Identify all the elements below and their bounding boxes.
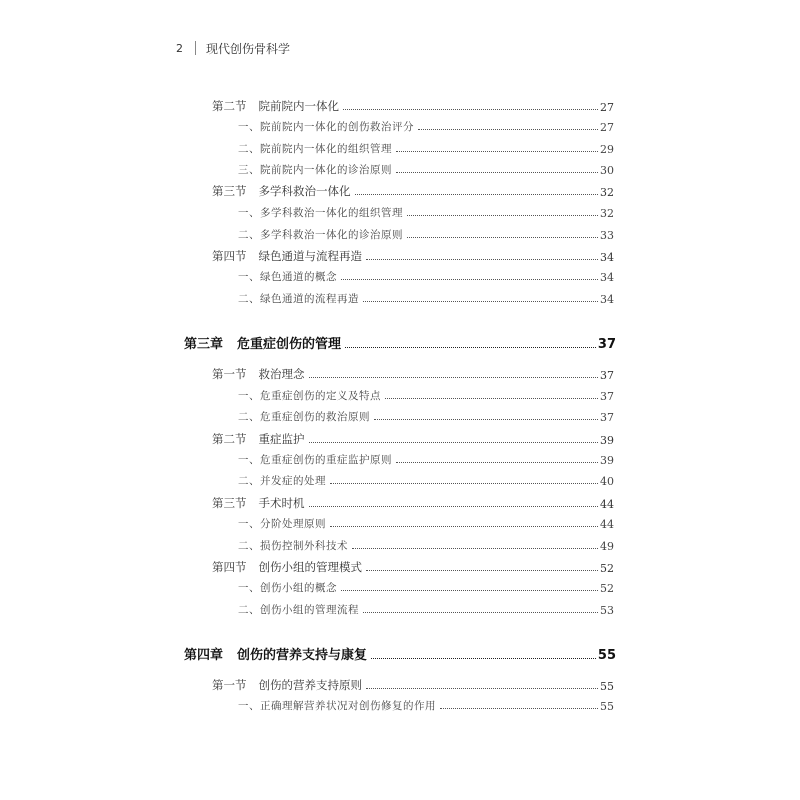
toc-page-number: 29	[600, 143, 614, 156]
toc-page-number: 32	[600, 207, 614, 220]
toc-section-row	[212, 98, 614, 114]
toc-page-number: 37	[597, 337, 616, 352]
toc-item-title: 二、并发症的处理	[238, 475, 326, 487]
toc-item-row	[238, 452, 614, 467]
toc-page-number: 44	[600, 518, 614, 531]
dot-leader	[366, 688, 598, 689]
toc-item-row	[238, 538, 614, 553]
toc-page-number: 55	[597, 648, 616, 663]
toc-item-title: 一、多学科救治一体化的组织管理	[238, 207, 403, 219]
dot-leader	[366, 259, 598, 260]
toc-item-row	[238, 580, 614, 595]
toc-chapter-number: 第三章	[184, 337, 224, 352]
toc-chapter-number: 第四章	[184, 648, 224, 663]
toc-page-number: 34	[600, 251, 614, 264]
toc-chapter-row	[184, 643, 616, 663]
toc-item-row	[238, 205, 614, 220]
toc-page-number: 37	[600, 390, 614, 403]
toc-section-number: 第四节	[212, 249, 247, 263]
toc-item-row	[238, 516, 614, 531]
toc-section-row	[212, 677, 614, 693]
toc-section-number: 第三节	[212, 184, 247, 198]
toc-section-number: 第四节	[212, 560, 247, 574]
toc-item-title: 一、正确理解营养状况对创伤修复的作用	[238, 700, 436, 712]
toc-section-row	[212, 431, 614, 447]
dot-leader	[330, 526, 598, 527]
toc-item-title: 一、危重症创伤的重症监护原则	[238, 454, 392, 466]
dot-leader	[407, 215, 598, 216]
toc-item-title: 一、分阶处理原则	[238, 518, 326, 530]
toc-section-number: 第二节	[212, 432, 247, 446]
toc-chapter-title	[184, 644, 367, 663]
dot-leader	[343, 109, 598, 110]
toc-section-title	[212, 183, 351, 199]
dot-leader	[371, 658, 596, 659]
toc-section-row	[212, 495, 614, 511]
toc-item-row	[238, 388, 614, 403]
dot-leader	[407, 237, 598, 238]
toc-item-row	[238, 698, 614, 713]
toc-item-row	[238, 269, 614, 284]
toc-item-title: 二、绿色通道的流程再造	[238, 293, 359, 305]
toc-item-title: 二、危重症创伤的救治原则	[238, 411, 370, 423]
toc-section-text: 重症监护	[258, 432, 305, 446]
toc-item-row	[238, 227, 614, 242]
dot-leader	[440, 708, 598, 709]
dot-leader	[385, 398, 598, 399]
toc-page-number: 32	[600, 186, 614, 199]
toc-page-number: 30	[600, 164, 614, 177]
toc-item-title: 二、损伤控制外科技术	[238, 540, 348, 552]
toc-item-row	[238, 141, 614, 156]
dot-leader	[309, 506, 599, 507]
toc-chapter-title	[184, 333, 341, 352]
toc-page-number: 39	[600, 454, 614, 467]
toc-item-row	[238, 119, 614, 134]
toc-section-row	[212, 559, 614, 575]
dot-leader	[374, 419, 598, 420]
book-title: 现代创伤骨科学	[206, 41, 291, 56]
toc-section-title	[212, 366, 305, 382]
toc-page-number: 52	[600, 562, 614, 575]
toc-section-number: 第一节	[212, 367, 247, 381]
toc-item-title: 二、多学科救治一体化的诊治原则	[238, 229, 403, 241]
toc-item-title: 二、创伤小组的管理流程	[238, 604, 359, 616]
toc-page-number: 52	[600, 582, 614, 595]
dot-leader	[352, 548, 598, 549]
dot-leader	[363, 612, 598, 613]
toc-section-number: 第三节	[212, 496, 247, 510]
toc-section-number: 第一节	[212, 678, 247, 692]
toc-item-row	[238, 602, 614, 617]
toc-section-text: 多学科救治一体化	[258, 184, 351, 198]
toc-item-row	[238, 291, 614, 306]
toc-item-row	[238, 162, 614, 177]
dot-leader	[341, 279, 598, 280]
toc-section-row	[212, 366, 614, 382]
toc-section-title	[212, 98, 339, 114]
dot-leader	[366, 570, 598, 571]
toc-section-title	[212, 431, 305, 447]
toc-section-text: 院前院内一体化	[258, 99, 339, 113]
toc-item-title: 一、危重症创伤的定义及特点	[238, 390, 381, 402]
toc-page-number: 49	[600, 540, 614, 553]
toc-section-text: 手术时机	[258, 496, 305, 510]
dot-leader	[345, 347, 596, 348]
toc-page-number: 44	[600, 498, 614, 511]
toc-item-title: 三、院前院内一体化的诊治原则	[238, 164, 392, 176]
toc-section-text: 绿色通道与流程再造	[258, 249, 362, 263]
dot-leader	[396, 151, 598, 152]
toc-page-number: 40	[600, 475, 614, 488]
toc-section-text: 救治理念	[258, 367, 305, 381]
toc-page-number: 37	[600, 369, 614, 382]
toc-page-number: 27	[600, 101, 614, 114]
toc-chapter-text: 创伤的营养支持与康复	[237, 648, 368, 663]
toc-page-number: 39	[600, 434, 614, 447]
toc-section-text: 创伤的营养支持原则	[258, 678, 362, 692]
toc-section-text: 创伤小组的管理模式	[258, 560, 362, 574]
dot-leader	[355, 194, 599, 195]
toc-chapter-row	[184, 332, 616, 352]
toc-page-number: 37	[600, 411, 614, 424]
toc-section-title	[212, 248, 362, 264]
toc-page-number: 53	[600, 604, 614, 617]
toc-section-title	[212, 677, 362, 693]
toc-page-number: 55	[600, 680, 614, 693]
toc-item-title: 一、绿色通道的概念	[238, 271, 337, 283]
dot-leader	[363, 301, 598, 302]
toc-page-number: 27	[600, 121, 614, 134]
toc-item-row	[238, 409, 614, 424]
dot-leader	[309, 377, 599, 378]
page-number: 2	[176, 41, 183, 55]
dot-leader	[396, 172, 598, 173]
toc-section-number: 第二节	[212, 99, 247, 113]
toc-item-row	[238, 473, 614, 488]
dot-leader	[341, 590, 598, 591]
toc-page-number: 33	[600, 229, 614, 242]
toc-section-row	[212, 183, 614, 199]
dot-leader	[309, 442, 599, 443]
toc-page-number: 34	[600, 293, 614, 306]
dot-leader	[418, 129, 598, 130]
dot-leader	[330, 483, 598, 484]
toc-item-title: 一、创伤小组的概念	[238, 582, 337, 594]
toc-section-title	[212, 559, 362, 575]
toc-item-title: 二、院前院内一体化的组织管理	[238, 143, 392, 155]
toc-page-number: 55	[600, 700, 614, 713]
toc-section-title	[212, 495, 305, 511]
toc-item-title: 一、院前院内一体化的创伤救治评分	[238, 121, 414, 133]
toc-chapter-text: 危重症创伤的管理	[237, 337, 342, 352]
dot-leader	[396, 462, 598, 463]
toc-page-number: 34	[600, 271, 614, 284]
toc-section-row	[212, 248, 614, 264]
